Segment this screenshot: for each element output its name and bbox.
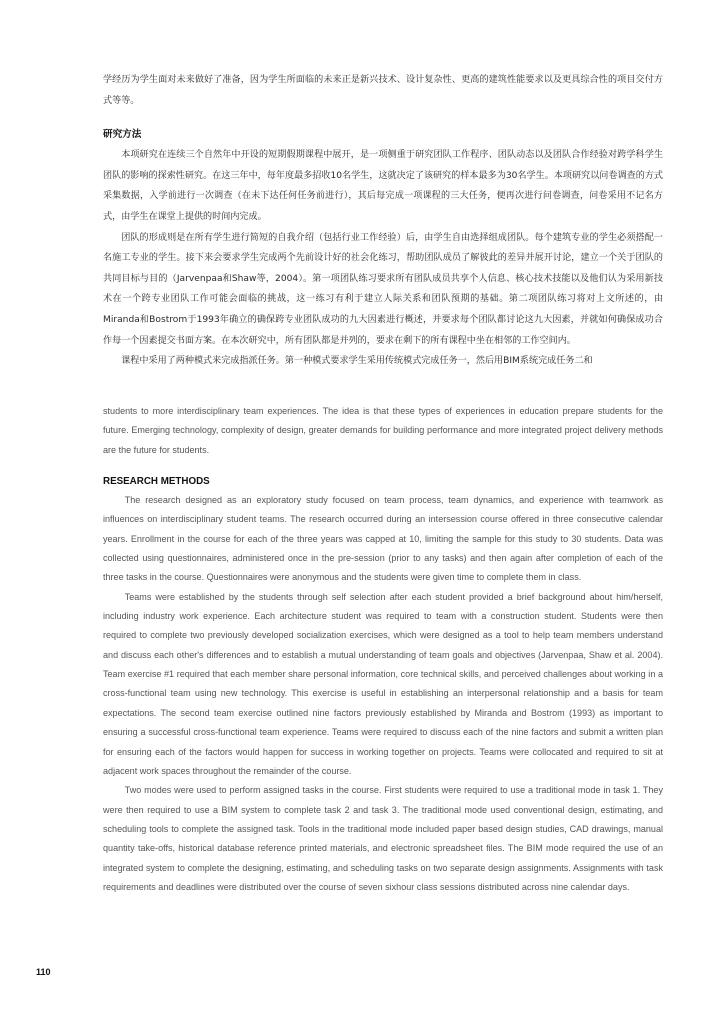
chinese-text-block [103, 70, 663, 372]
en-section-heading: RESEARCH METHODS [103, 476, 210, 488]
en-paragraph-3: Two modes were used to perform assigned tasks in the course. First students were required to use a traditional mode in task 1. They were then required to use a BIM system to complete task 2 and task 3. The traditional mode used conventional design, estimating, and scheduling tools to complete the assigned task. Tools in the traditional mode included paper based design studies, CAD drawings, manual quantity take-offs, historical database reference printed materials, and electronic spreadsheet files. The BIM mode required the use of an integrated system to complete the designing, estimating, and scheduling tasks on two separate design assignments. Assignments with task requirements and deadlines were distributed over the course of seven sixhour class sessions distributed across nine calendar days. [103, 785, 663, 892]
en-paragraph-1: The research designed as an exploratory study focused on team process, team dynamics, and experience with teamwork as influences on interdisciplinary student teams. The research occurred during an intersession course offered in three consecutive calendar years. Enrollment in the course for each of the three years was capped at 10, limiting the sample for this study to 30 students. Data was collected using questionnaires, administered once in the pre-session (prior to any tasks) and then again after completion of each of the three tasks in the course. Questionnaires were anonymous and the students were given time to complete them in class. [103, 495, 663, 583]
page-number: 110 [36, 967, 51, 977]
zh-paragraph-1: 本项研究在连续三个自然年中开设的短期假期课程中展开，是一项侧重于研究团队工作程序、团队动态以及团队合作经验对跨学科学生团队的影响的探索性研究。在这三年中，每年度最多招收10名学生，这就决定了该研究的样本最多为30名学生。本项研究以问卷调查的方式采集数据，入学前进行一次调查（在未下达任何任务前进行），其后每完成一项课程的三大任务，便再次进行问卷调查，问卷采用不记名方式，由学生在课堂上提供的时间内完成。 [103, 150, 663, 222]
en-intro-paragraph: students to more interdisciplinary team experiences. The idea is that these types of experiences in education prepare students for the future. Emerging technology, complexity of design, greater demands for building performance and more integrated project delivery methods are the future for students. [103, 406, 663, 455]
zh-section-heading: 研究方法 [103, 129, 142, 141]
en-paragraph-2: Teams were established by the students through self selection after each student provided a brief background about him/herself, including industry work experience. Each architecture student was required to team with a construction student. Students were then required to complete two previously developed socialization exercises, which were designed as a tool to help team members understand and discuss each other's differences and to establish a mutual understanding of team goals and objectives (Jarvenpaa, Shaw et al. 2004). Team exercise #1 required that each member share personal information, core technical skills, and perceived challenges about working in a cross-functional team using new technology. This exercise is useful in establishing an interpersonal relationship and a basis for team expectations. The second team exercise outlined nine factors previously established by Miranda and Bostrom (1993) as important to ensuring a successful cross-functional team experience. Teams were required to discuss each of the nine factors and submit a written plan for ensuring each of the factors would happen for success in working together on projects. Teams were collocated and required to sit at adjacent work spaces throughout the remainder of the course. [103, 591, 663, 776]
zh-paragraph-3: 课程中采用了两种模式来完成指派任务。第一种模式要求学生采用传统模式完成任务一，然后用BIM系统完成任务二和 [121, 356, 593, 367]
english-text-block [103, 402, 663, 897]
zh-paragraph-2: 团队的形成则是在所有学生进行简短的自我介绍（包括行业工作经验）后，由学生自由选择组成团队。每个建筑专业的学生必须搭配一名施工专业的学生。接下来会要求学生完成两个先前设计好的社会化练习，帮助团队成员了解彼此的差异并展开讨论，建立一个关于团队的共同目标与目的（Jarvenpaa和Shaw等，2004）。第一项团队练习要求所有团队成员共享个人信息、核心技术技能以及他们认为采用新技术在一个跨专业团队工作可能会面临的挑战，这一练习有利于建立人际关系和团队预期的基础。第二项团队练习将对上文所述的，由Miranda和Bostrom于1993年确立的确保跨专业团队成功的九大因素进行概述，并要求每个团队都讨论这九大因素，并就如何确保成功合作每一个因素提交书面方案。在本次研究中，所有团队都是并列的，要求在剩下的所有课程中坐在相邻的工作空间内。 [103, 232, 663, 346]
zh-intro-paragraph: 学经历为学生面对未来做好了准备，因为学生所面临的未来正是新兴技术、设计复杂性、更高的建筑性能要求以及更具综合性的项目交付方式等等。 [103, 75, 663, 106]
